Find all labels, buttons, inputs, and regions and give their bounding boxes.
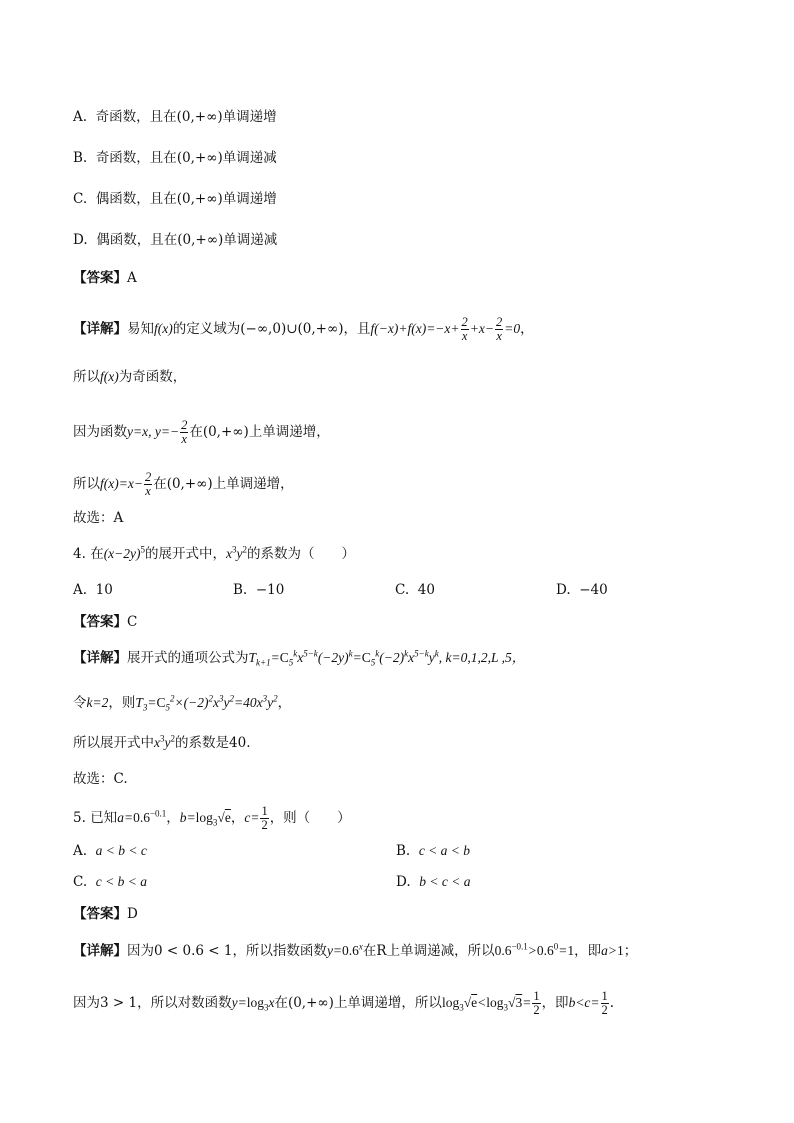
answer-value: A — [127, 270, 137, 286]
detail-text: 易知 — [127, 321, 154, 337]
detail-text: 展开式的通项公式为 — [127, 650, 249, 666]
detail-text: 上单调递增， — [248, 424, 330, 440]
math-ineq: 0 < 0.6 < 1 — [154, 943, 233, 959]
math-a-def: $a=0.6^{-0.1}$ — [117, 808, 167, 825]
q4-detail-line-1 — [73, 648, 525, 668]
detail-text: ， — [277, 695, 292, 711]
math-domain: (−∞,0)∪(0,+∞) — [240, 321, 344, 337]
option-value: a < b < c — [95, 843, 147, 858]
q3-detail-line-4 — [73, 471, 294, 498]
detail-text: 的定义域为 — [172, 321, 241, 337]
math-range: , k=0,1,2,L ,5， — [438, 650, 526, 665]
q3-detail-line-5 — [73, 508, 123, 528]
detail-text: 上单调递增，所以 — [333, 995, 442, 1011]
math-frac-2-over-x: $\frac{2}{x}$ — [461, 315, 468, 343]
detail-text: 在 — [274, 995, 288, 1011]
stem-text: ，则（ ） — [269, 810, 351, 826]
q5-detail-line-2 — [73, 990, 614, 1017]
option-letter: A. — [73, 582, 88, 598]
option-letter: C. — [73, 191, 88, 207]
option-text: 偶函数，且在 — [96, 232, 178, 248]
stem-text: 已知 — [90, 810, 118, 826]
option-interval: (0,+∞) — [176, 150, 223, 166]
math-k: k=2 — [86, 695, 109, 710]
math-exp-fn: $y=0.6^x$ — [326, 941, 363, 958]
option-value: b < c < a — [419, 874, 471, 889]
q3-option-b — [73, 148, 277, 168]
option-value: c < b < a — [95, 874, 147, 889]
option-value: −10 — [255, 582, 285, 598]
q5-detail-line-1 — [73, 941, 637, 961]
math-c-def: c= — [244, 810, 260, 825]
answer-label: 【答案】 — [73, 614, 127, 630]
math-compare: $0.6^{-0.1}>0.6^0=1$ — [494, 941, 575, 958]
option-letter: D. — [556, 582, 571, 598]
question-number: 5. — [73, 810, 86, 826]
detail-text: 因为 — [73, 995, 100, 1011]
answer-label: 【答案】 — [73, 906, 127, 922]
detail-text: 因为函数 — [73, 424, 127, 440]
stem-text: 的系数为（ ） — [247, 546, 356, 562]
math-value: 40 — [229, 735, 247, 751]
detail-label: 【详解】 — [73, 650, 127, 666]
detail-text: ，所以对数函数 — [137, 995, 232, 1011]
math-ineq: 3 > 1 — [100, 995, 138, 1011]
detail-text: 在 — [362, 943, 377, 959]
detail-text: 所以展开式中 — [73, 735, 154, 751]
math-b-def: $b=\log_3√e$ — [179, 810, 231, 828]
q4-detail-line-3 — [73, 733, 250, 753]
math-frac-2-over-x: $\frac{2}{x}$ — [181, 418, 188, 446]
option-letter: B. — [73, 150, 88, 166]
math-fn: f(x)=x− — [100, 476, 143, 491]
option-letter: C. — [73, 874, 88, 890]
math-interval: (0,+∞) — [287, 995, 334, 1011]
option-value: c < a < b — [418, 843, 471, 858]
math-log-fn: $y=\log_3x$ — [231, 995, 275, 1013]
math-term: $x^3y^2$ — [226, 544, 248, 561]
option-interval: (0,+∞) — [177, 232, 224, 248]
detail-text: ，所以指数函数 — [232, 943, 327, 959]
stem-text: ， — [166, 810, 180, 826]
detail-text: 所以 — [73, 369, 100, 385]
math-eq: +x− — [469, 321, 494, 336]
stem-text: 在 — [90, 546, 104, 562]
detail-text: 故选：C. — [73, 771, 128, 787]
q4-option-d — [556, 580, 608, 600]
option-text: 奇函数，且在 — [95, 109, 177, 125]
q4-option-c — [395, 580, 435, 600]
option-interval: (0,+∞) — [176, 191, 223, 207]
stem-text: ， — [230, 810, 245, 826]
detail-text: ，即 — [574, 943, 602, 959]
math-general-term: $T_{k+1}=C_5^kx^{5-k}(-2y)^k=C_5^k(-2)^kx^{5-k}y^k$ — [248, 648, 439, 668]
q4-detail-line-4 — [73, 769, 128, 789]
math-log-compare: $\log_3√e<\log_3√3=$ — [441, 995, 532, 1013]
math-eq: =0 — [504, 321, 521, 336]
math-fx: f(x) — [154, 321, 173, 336]
math-set-r: R — [376, 943, 387, 959]
math-frac-2-over-x: $\frac{2}{x}$ — [495, 315, 503, 343]
math-frac-1-over-2: $\frac{1}{2}$ — [261, 804, 268, 832]
q3-option-c — [73, 189, 277, 209]
q4-detail-line-2 — [73, 693, 291, 713]
q3-answer — [73, 268, 137, 288]
detail-label: 【详解】 — [73, 321, 127, 337]
q3-detail-line-3 — [73, 419, 330, 446]
option-value: 40 — [417, 582, 435, 598]
q5-option-a — [73, 841, 147, 861]
math-interval: (0,+∞) — [166, 476, 213, 492]
option-letter: B. — [233, 582, 248, 598]
q5-stem — [73, 805, 351, 832]
q4-answer — [73, 612, 137, 632]
detail-text: ，即 — [541, 995, 569, 1011]
detail-text: 上单调递减，所以 — [386, 943, 495, 959]
answer-label: 【答案】 — [73, 270, 127, 286]
option-tail: 单调递增 — [222, 109, 277, 125]
option-text: 奇函数，且在 — [95, 150, 177, 166]
stem-text: 的展开式中， — [145, 546, 227, 562]
detail-text: . — [246, 735, 251, 751]
detail-text: ， — [520, 321, 534, 337]
q5-answer — [73, 904, 138, 924]
option-letter: D. — [73, 232, 88, 248]
answer-value: C — [127, 614, 138, 630]
math-fn: y=x, y=− — [127, 424, 180, 439]
q3-detail-line-1 — [73, 316, 534, 343]
math-interval: (0,+∞) — [202, 424, 249, 440]
detail-text: 在 — [153, 476, 167, 492]
option-value: −40 — [579, 582, 608, 598]
answer-value: D — [127, 906, 138, 922]
option-letter: C. — [395, 582, 410, 598]
detail-text: 为奇函数， — [118, 369, 187, 385]
detail-text: 因为 — [127, 943, 154, 959]
detail-text: ； — [623, 943, 638, 959]
q4-stem — [73, 544, 355, 564]
q3-option-d — [73, 230, 277, 250]
q3-option-a — [73, 107, 277, 127]
math-eq: f(−x)+f(x)=−x+ — [370, 321, 460, 336]
q5-option-d — [396, 872, 470, 892]
math-frac-1-over-2: $\frac{1}{2}$ — [601, 989, 608, 1017]
detail-text: 在 — [189, 424, 203, 440]
detail-text: 所以 — [73, 476, 100, 492]
detail-text: 令 — [73, 695, 87, 711]
option-tail: 单调递减 — [222, 150, 277, 166]
question-number: 4. — [73, 546, 86, 562]
detail-text: 故选：A — [73, 510, 124, 526]
option-text: 偶函数，且在 — [95, 191, 177, 207]
option-letter: A. — [73, 843, 88, 859]
option-interval: (0,+∞) — [176, 109, 223, 125]
detail-text: 上单调递增， — [212, 476, 294, 492]
math-t3: $T_3=C_5^2\times(-2)^2x^3y^2=40x^3y^2$ — [135, 693, 278, 713]
option-letter: D. — [396, 874, 411, 890]
option-tail: 单调递增 — [222, 191, 277, 207]
math-frac-2-over-x: $\frac{2}{x}$ — [144, 470, 152, 498]
detail-text: 的系数是 — [175, 735, 229, 751]
math-term: $x^3y^2$ — [154, 733, 175, 750]
q4-option-b — [233, 580, 284, 600]
period: . — [609, 995, 615, 1011]
math-binomial: $(x-2y)^5$ — [103, 544, 146, 561]
option-letter: B. — [396, 843, 411, 859]
math-b-lt-c: b<c= — [568, 995, 600, 1010]
detail-text: ，则 — [108, 695, 136, 711]
option-tail: 单调递减 — [223, 232, 278, 248]
math-a-gt-1: a>1 — [601, 943, 624, 958]
q5-option-c — [73, 872, 147, 892]
math-fx: f(x) — [100, 369, 119, 384]
option-value: 10 — [95, 582, 113, 598]
q3-detail-line-2 — [73, 367, 186, 387]
math-frac-1-over-2: $\frac{1}{2}$ — [533, 989, 540, 1017]
q5-option-b — [396, 841, 470, 861]
detail-label: 【详解】 — [73, 943, 127, 959]
q4-option-a — [73, 580, 113, 600]
option-letter: A. — [73, 109, 88, 125]
detail-text: ，且 — [343, 321, 371, 337]
